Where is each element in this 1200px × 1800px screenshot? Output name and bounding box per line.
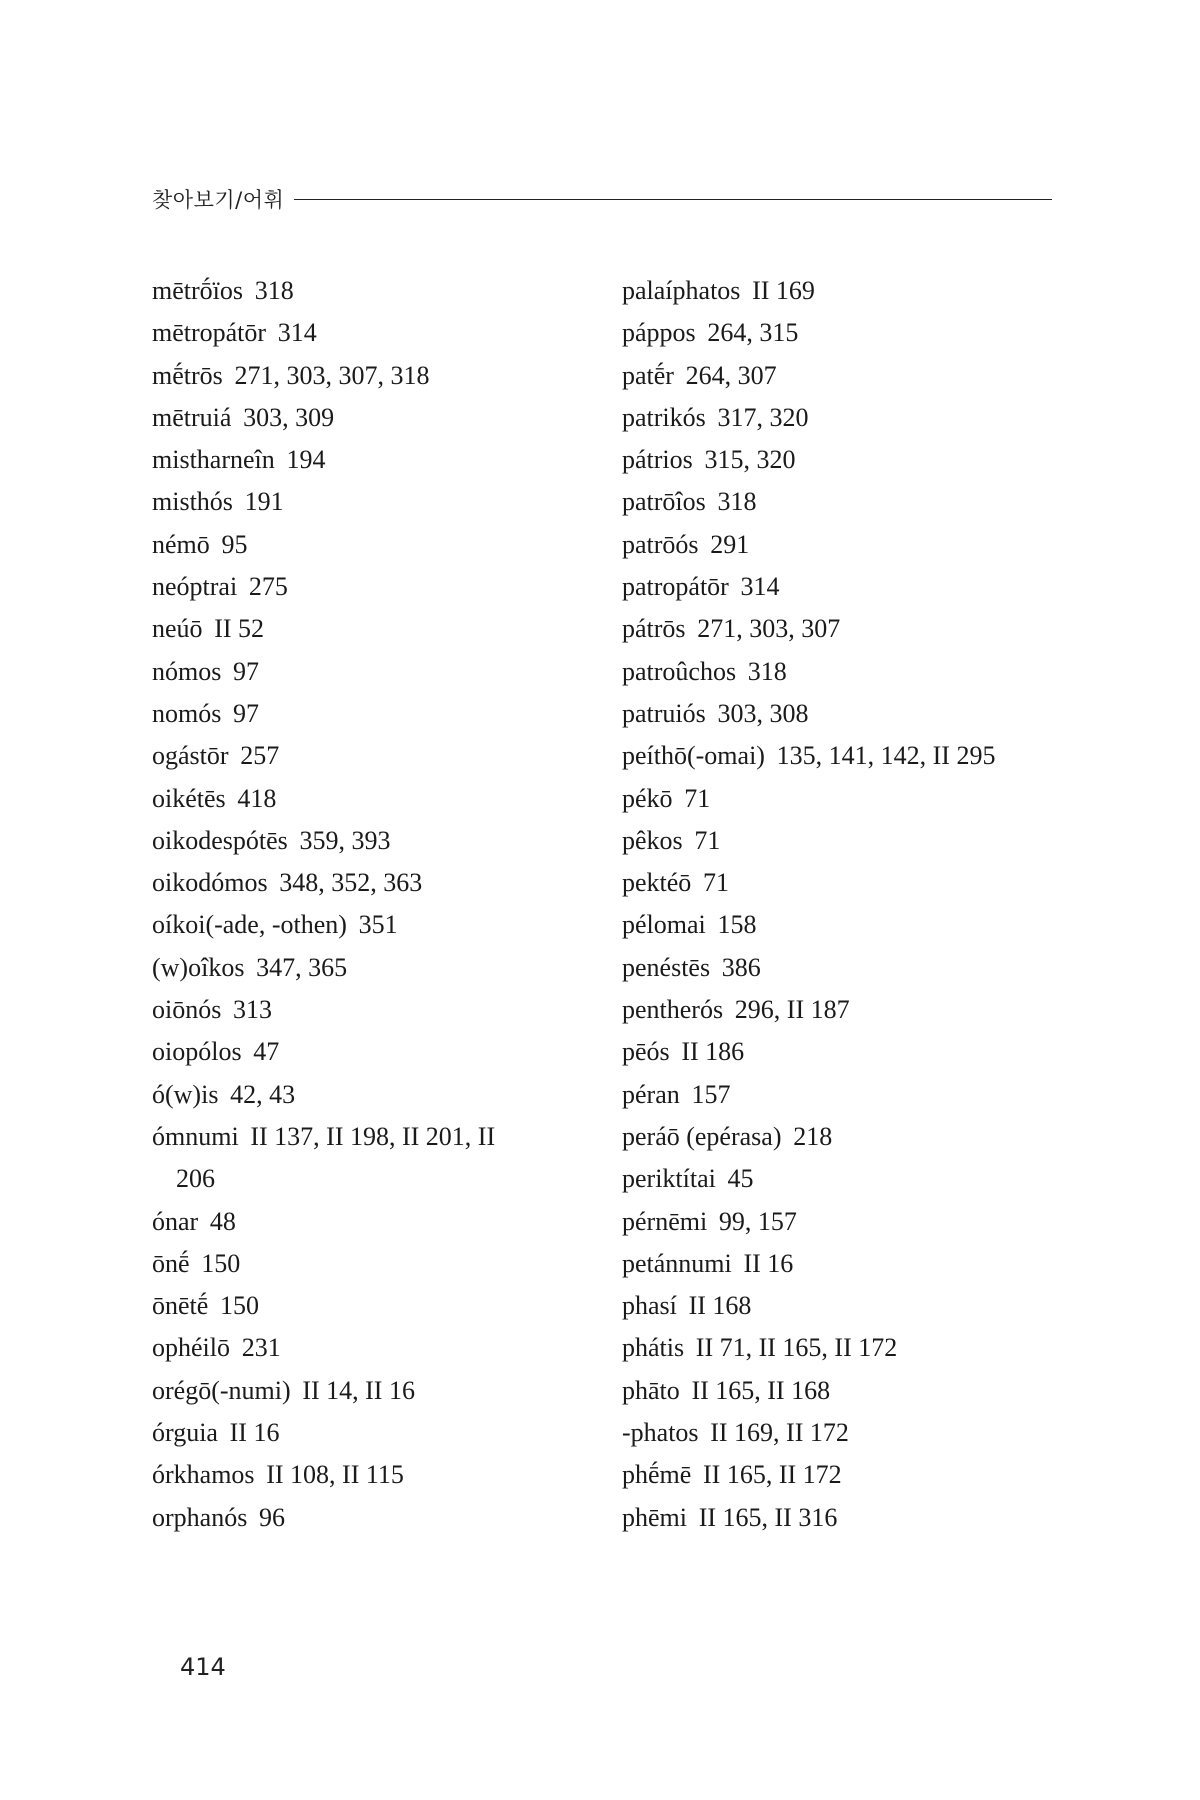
index-entry <box>152 1285 582 1327</box>
index-entry <box>622 989 1062 1031</box>
index-pages: 314 <box>740 572 780 602</box>
index-entry <box>152 1497 582 1539</box>
index-term: pêkos <box>622 825 683 855</box>
index-pages: 264, 307 <box>685 360 777 390</box>
index-term: mistharneîn <box>152 445 275 475</box>
index-term: ónar <box>152 1206 199 1236</box>
index-pages: 303, 309 <box>243 402 335 432</box>
index-entry <box>622 1031 1062 1073</box>
index-term: patrōîos <box>622 487 706 517</box>
index-pages: 150 <box>220 1291 259 1321</box>
index-term: patrōós <box>622 529 699 559</box>
index-pages: 71 <box>684 783 711 813</box>
index-pages: 218 <box>793 1121 833 1151</box>
index-pages: 418 <box>237 783 277 813</box>
index-entry <box>152 1370 582 1412</box>
index-entry <box>622 1285 1062 1327</box>
index-entry <box>152 1454 582 1496</box>
index-pages: 47 <box>253 1037 280 1067</box>
index-entry <box>152 608 582 650</box>
index-pages: 347, 365 <box>256 952 348 982</box>
index-term: oíkoi(-ade, -othen) <box>152 910 347 940</box>
index-term: pátrios <box>622 445 693 475</box>
index-entry <box>622 312 1062 354</box>
page-number: 414 <box>180 1653 226 1681</box>
index-entry <box>152 904 582 946</box>
index-term: némō <box>152 529 210 559</box>
index-pages: II 108, II 115 <box>266 1460 404 1490</box>
index-term: petánnumi <box>622 1248 732 1278</box>
index-term: misthós <box>152 487 233 517</box>
index-term: oikétēs <box>152 783 226 813</box>
index-term: pátrōs <box>622 614 686 644</box>
index-term: mētruiá <box>152 402 232 432</box>
index-term: peíthō(-omai) <box>622 741 765 771</box>
index-entry <box>622 524 1062 566</box>
index-entry <box>152 355 582 397</box>
index-pages: 45 <box>727 1164 754 1194</box>
index-term: oikodómos <box>152 868 268 898</box>
index-entry <box>622 270 1062 312</box>
index-entry <box>622 608 1062 650</box>
index-term: neóptrai <box>152 572 238 602</box>
index-entry <box>152 524 582 566</box>
index-entry <box>152 1201 582 1243</box>
index-term: patrikós <box>622 402 706 432</box>
index-pages: II 169 <box>752 276 815 305</box>
index-pages: 71 <box>694 825 721 855</box>
index-entry <box>152 1116 582 1201</box>
index-pages: 313 <box>233 995 273 1025</box>
index-term: oiōnós <box>152 995 222 1025</box>
index-term: patruiós <box>622 698 706 728</box>
index-pages: 317, 320 <box>717 402 809 432</box>
index-pages: 158 <box>717 910 757 940</box>
index-entry <box>152 1243 582 1285</box>
index-term: periktítai <box>622 1164 716 1194</box>
index-pages: 318 <box>747 656 787 686</box>
index-term: oikodespótēs <box>152 825 288 855</box>
index-term: ōnētḗ <box>152 1291 209 1321</box>
index-term: phasí <box>622 1291 677 1321</box>
index-entry <box>622 1497 1062 1539</box>
index-pages: 96 <box>259 1502 286 1532</box>
index-entry <box>152 1327 582 1369</box>
index-entry <box>622 904 1062 946</box>
index-pages: 95 <box>221 529 248 559</box>
index-term: palaíphatos <box>622 276 741 305</box>
index-term: phāto <box>622 1375 680 1405</box>
index-pages: 99, 157 <box>718 1206 797 1236</box>
index-column-left <box>152 270 582 1539</box>
index-entry <box>622 1327 1062 1369</box>
index-pages: 231 <box>241 1333 281 1363</box>
index-entry <box>152 651 582 693</box>
index-pages-continuation: 206 <box>176 1164 215 1194</box>
index-entry <box>622 1074 1062 1116</box>
index-term: oiopólos <box>152 1037 242 1067</box>
index-pages: 315, 320 <box>704 445 796 475</box>
index-entry <box>622 1116 1062 1158</box>
index-term: mētrṓïos <box>152 276 243 305</box>
index-term: ōnḗ <box>152 1248 190 1278</box>
index-pages: 318 <box>717 487 757 517</box>
index-pages: II 52 <box>214 614 265 644</box>
index-term: phátis <box>622 1333 685 1363</box>
index-entry <box>622 651 1062 693</box>
index-pages: 97 <box>233 698 260 728</box>
index-entry <box>622 397 1062 439</box>
index-term: patḗr <box>622 360 674 390</box>
index-entry <box>152 566 582 608</box>
index-entry <box>622 1201 1062 1243</box>
index-pages: 194 <box>286 445 326 475</box>
running-header <box>152 184 1052 214</box>
index-pages: II 169, II 172 <box>710 1418 849 1448</box>
index-term: ophéilō <box>152 1333 230 1363</box>
index-entry <box>152 693 582 735</box>
index-pages: 42, 43 <box>230 1079 296 1109</box>
index-pages: 157 <box>691 1079 731 1109</box>
index-entry <box>152 1074 582 1116</box>
index-pages: II 168 <box>688 1291 752 1321</box>
index-entry <box>622 1412 1062 1454</box>
index-pages: 135, 141, 142, II 295 <box>776 741 996 771</box>
index-entry <box>152 397 582 439</box>
index-entry <box>622 355 1062 397</box>
index-pages: II 165, II 172 <box>703 1460 842 1490</box>
index-term: órkhamos <box>152 1460 255 1490</box>
index-term: -phatos <box>622 1418 699 1448</box>
index-term: pēós <box>622 1037 670 1067</box>
index-term: nómos <box>152 656 222 686</box>
index-entry <box>622 862 1062 904</box>
index-entry <box>622 947 1062 989</box>
index-entry <box>152 312 582 354</box>
index-term: nomós <box>152 698 222 728</box>
index-pages: 257 <box>240 741 280 771</box>
index-pages: 318 <box>254 276 294 305</box>
index-entry <box>152 1412 582 1454</box>
index-term: pérnēmi <box>622 1206 708 1236</box>
index-term: orégō(-numi) <box>152 1375 291 1405</box>
index-pages: 275 <box>248 572 288 602</box>
index-entry <box>152 735 582 777</box>
index-column-right <box>622 270 1062 1539</box>
index-pages: II 71, II 165, II 172 <box>695 1333 898 1363</box>
index-term: mētropátōr <box>152 318 267 348</box>
index-pages: 264, 315 <box>707 318 799 348</box>
index-entry <box>152 947 582 989</box>
index-entry <box>622 1158 1062 1200</box>
index-term: ó(w)is <box>152 1079 219 1109</box>
index-term: peráō (epérasa) <box>622 1121 782 1151</box>
index-pages: 303, 308 <box>717 698 809 728</box>
index-term: patropátōr <box>622 572 729 602</box>
index-pages: 71 <box>703 868 729 898</box>
index-term: mḗtrōs <box>152 360 223 390</box>
index-entry <box>152 820 582 862</box>
index-term: (w)oîkos <box>152 952 245 982</box>
index-entry <box>622 820 1062 862</box>
index-pages: 296, II 187 <box>734 995 850 1025</box>
index-term: pektéō <box>622 868 692 898</box>
index-term: páppos <box>622 318 696 348</box>
index-entry <box>622 439 1062 481</box>
index-pages: 48 <box>209 1206 236 1236</box>
index-entry <box>152 439 582 481</box>
index-term: pentherós <box>622 995 724 1025</box>
index-pages: 97 <box>233 656 260 686</box>
index-pages: II 165, II 316 <box>698 1502 838 1532</box>
index-entry <box>152 481 582 523</box>
header-title: 찾아보기/어휘 <box>152 188 285 212</box>
index-pages: II 16 <box>229 1418 280 1448</box>
index-term: penéstēs <box>622 952 711 982</box>
index-pages: II 186 <box>681 1037 745 1067</box>
index-term: phēmi <box>622 1502 687 1532</box>
index-term: ómnumi <box>152 1121 239 1151</box>
index-entry <box>152 270 582 312</box>
index-entry <box>622 693 1062 735</box>
index-pages: 271, 303, 307 <box>697 614 841 644</box>
index-pages: 150 <box>201 1248 241 1278</box>
index-term: ogástōr <box>152 741 229 771</box>
index-pages: 351 <box>358 910 398 940</box>
index-entry <box>152 1031 582 1073</box>
index-pages: II 165, II 168 <box>691 1375 831 1405</box>
index-entry <box>152 862 582 904</box>
index-term: patroûchos <box>622 656 737 686</box>
index-entry <box>622 1243 1062 1285</box>
index-entry <box>622 1370 1062 1412</box>
index-entry <box>622 735 1062 777</box>
index-pages: II 14, II 16 <box>302 1375 415 1405</box>
index-entry <box>622 481 1062 523</box>
index-pages: II 16 <box>743 1248 794 1278</box>
index-term: pékō <box>622 783 673 813</box>
index-pages: 348, 352, 363 <box>279 868 423 898</box>
index-entry <box>152 989 582 1031</box>
index-pages: 359, 393 <box>299 825 391 855</box>
index-pages: 314 <box>277 318 317 348</box>
index-pages: II 137, II 198, II 201, II <box>250 1121 496 1151</box>
index-pages: 386 <box>721 952 761 982</box>
index-pages: 291 <box>710 529 750 559</box>
index-term: neúō <box>152 614 203 644</box>
index-pages: 271, 303, 307, 318 <box>234 360 430 390</box>
index-pages: 191 <box>244 487 284 517</box>
index-term: péran <box>622 1079 680 1109</box>
index-entry <box>622 1454 1062 1496</box>
index-entry <box>152 778 582 820</box>
index-term: phḗmē <box>622 1460 692 1490</box>
index-entry <box>622 566 1062 608</box>
index-term: órguia <box>152 1418 218 1448</box>
index-term: pélomai <box>622 910 706 940</box>
header-rule <box>294 199 1052 200</box>
index-entry <box>622 778 1062 820</box>
index-term: orphanós <box>152 1502 248 1532</box>
